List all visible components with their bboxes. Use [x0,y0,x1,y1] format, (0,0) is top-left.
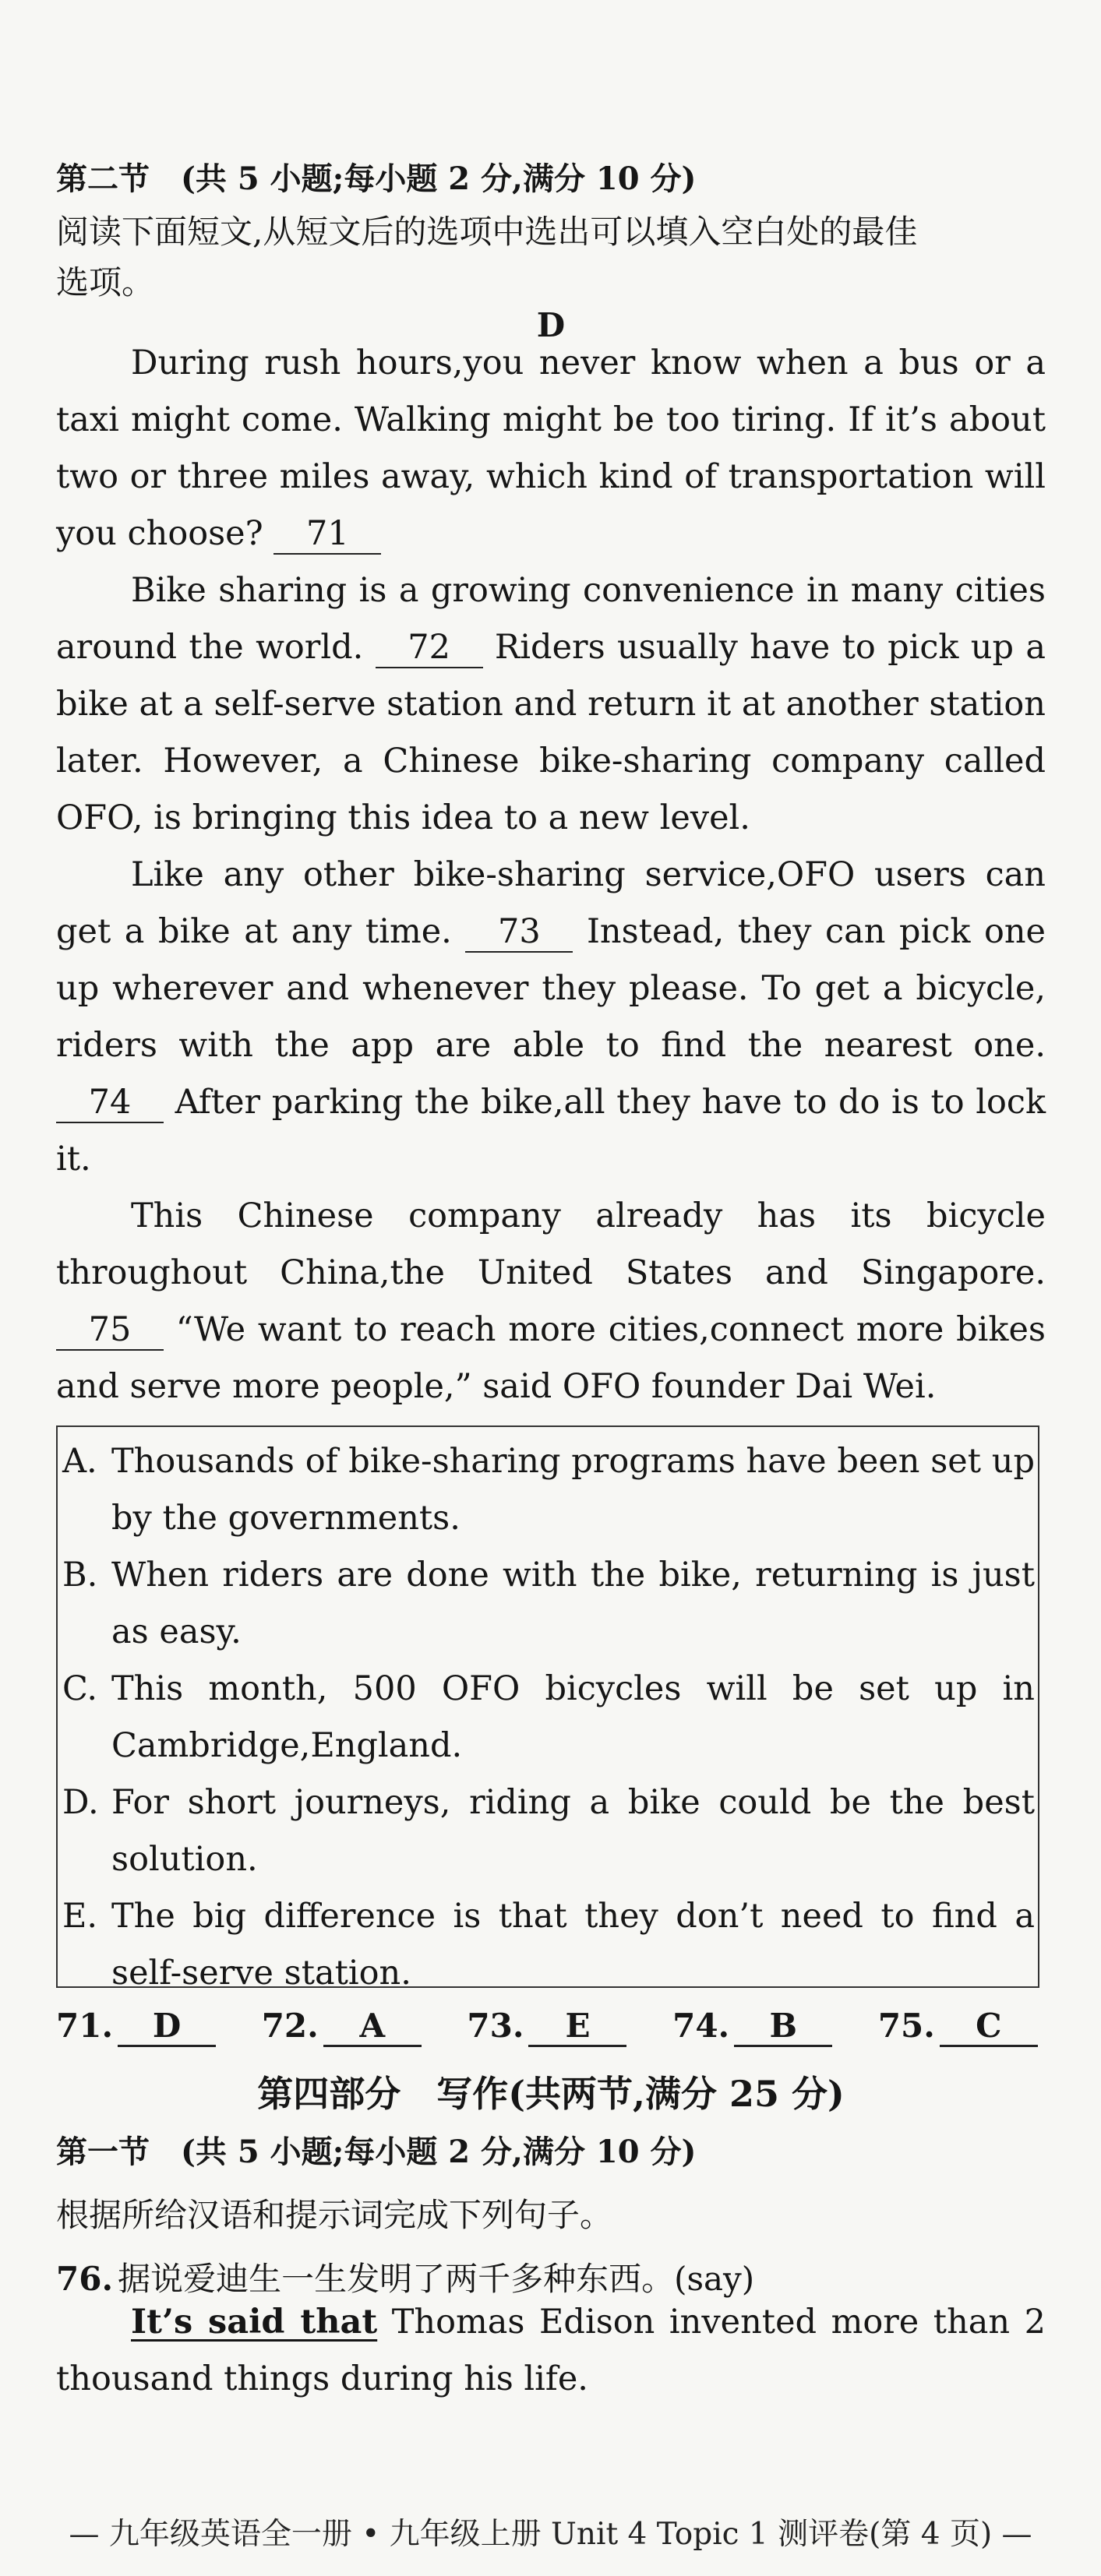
question-76 [56,2254,754,2300]
option-text: Thousands of bike-sharing programs have been set up by the governments. [111,1442,1035,1538]
option-b [62,1547,1035,1661]
part4-instruction: 根据所给汉语和提示词完成下列句子。 [56,2196,613,2234]
paragraph-4 [56,1188,1046,1415]
paragraph-1 [56,335,1046,562]
answer-76-fill: It’s said that [131,2303,378,2342]
p4-text1: This Chinese company already has its bicycle throughout China,the United States and Singapore. [56,1196,1046,1292]
option-text: This month, 500 OFO bicycles will be set up in Cambridge,England. [111,1669,1035,1765]
paragraph-3 [56,847,1046,1188]
answer-number: 72. [261,2007,319,2045]
passage-letter: D [536,306,566,344]
blank-73: 73 [465,913,573,953]
option-text: The big difference is that they don’t need to find a self-serve station. [111,1897,1035,1993]
question-prompt: 据说爱迪生一生发明了两千多种东西。(say) [118,2260,755,2298]
instruction-line2: 选项。 [56,263,155,301]
part4-section1-heading: 第一节 (共 5 小题;每小题 2 分,满分 10 分) [56,2134,697,2170]
answer-76-rest: Thomas Edison invented more than 2 thousand things during his life. [56,2303,1046,2398]
option-a [62,1433,1035,1547]
answer-74: B [734,2007,832,2047]
blank-74: 74 [56,1084,164,1123]
question-number: 76. [56,2260,114,2298]
p3-text1: Like any other bike-sharing service,OFO users can get a bike at any time. [56,855,1046,951]
page-footer: — 九年级英语全一册 • 九年级上册 Unit 4 Topic 1 测评卷(第 4 页) — [69,2517,1032,2552]
option-letter: A. [62,1442,97,1481]
answer-number: 74. [672,2007,730,2045]
p3-text3: After parking the bike,all they have to do is to lock it. [56,1083,1046,1179]
instruction-line1: 阅读下面短文,从短文后的选项中选出可以填入空白处的最佳 [56,213,918,251]
answer-76-line [56,2294,1046,2408]
p2-text1: Bike sharing is a growing convenience in many cities around the world. [56,571,1046,667]
answer-71: D [118,2007,216,2047]
blank-75: 75 [56,1311,164,1351]
option-letter: D. [62,1783,99,1822]
p1-text: During rush hours,you never know when a bus or a taxi might come. Walking might be too tiring. If it’s about two or three miles away, which kind of transportation will you choose? [56,344,1046,553]
paragraph-2 [56,562,1046,847]
section2-heading: 第二节 (共 5 小题;每小题 2 分,满分 10 分) [56,160,697,197]
blank-71: 71 [273,515,381,555]
part4-title: 第四部分 写作(共两节,满分 25 分) [257,2073,845,2115]
answer-73: E [528,2007,626,2047]
option-c [62,1661,1035,1774]
passage [56,335,1046,1415]
answer-row [56,2007,1072,2047]
answer-76 [56,2294,1046,2408]
blank-72: 72 [376,629,483,668]
answer-number: 71. [56,2007,114,2045]
answer-72: A [323,2007,422,2047]
option-e [62,1888,1035,2002]
p3-text2: Instead, they can pick one up wherever and whenever they please. To get a bicycle, riders with the app are able to find the nearest one. [56,912,1046,1065]
answer-number: 73. [467,2007,524,2045]
option-letter: B. [62,1556,98,1595]
option-text: When riders are done with the bike, returning is just as easy. [111,1556,1035,1651]
option-text: For short journeys, riding a bike could be the best solution. [111,1783,1035,1879]
answer-75: C [940,2007,1038,2047]
option-letter: C. [62,1669,98,1708]
option-letter: E. [62,1897,98,1936]
p2-text2: Riders usually have to pick up a bike at a self-serve station and return it at another station later. However, a Chinese bike-sharing company called OFO, is bringing this idea to a new level. [56,628,1046,837]
options-box [56,1425,1039,1993]
p4-text2: “We want to reach more cities,connect more bikes and serve more people,” said OFO founder Dai Wei. [56,1310,1046,1406]
answer-number: 75. [877,2007,935,2045]
option-d [62,1774,1035,1888]
